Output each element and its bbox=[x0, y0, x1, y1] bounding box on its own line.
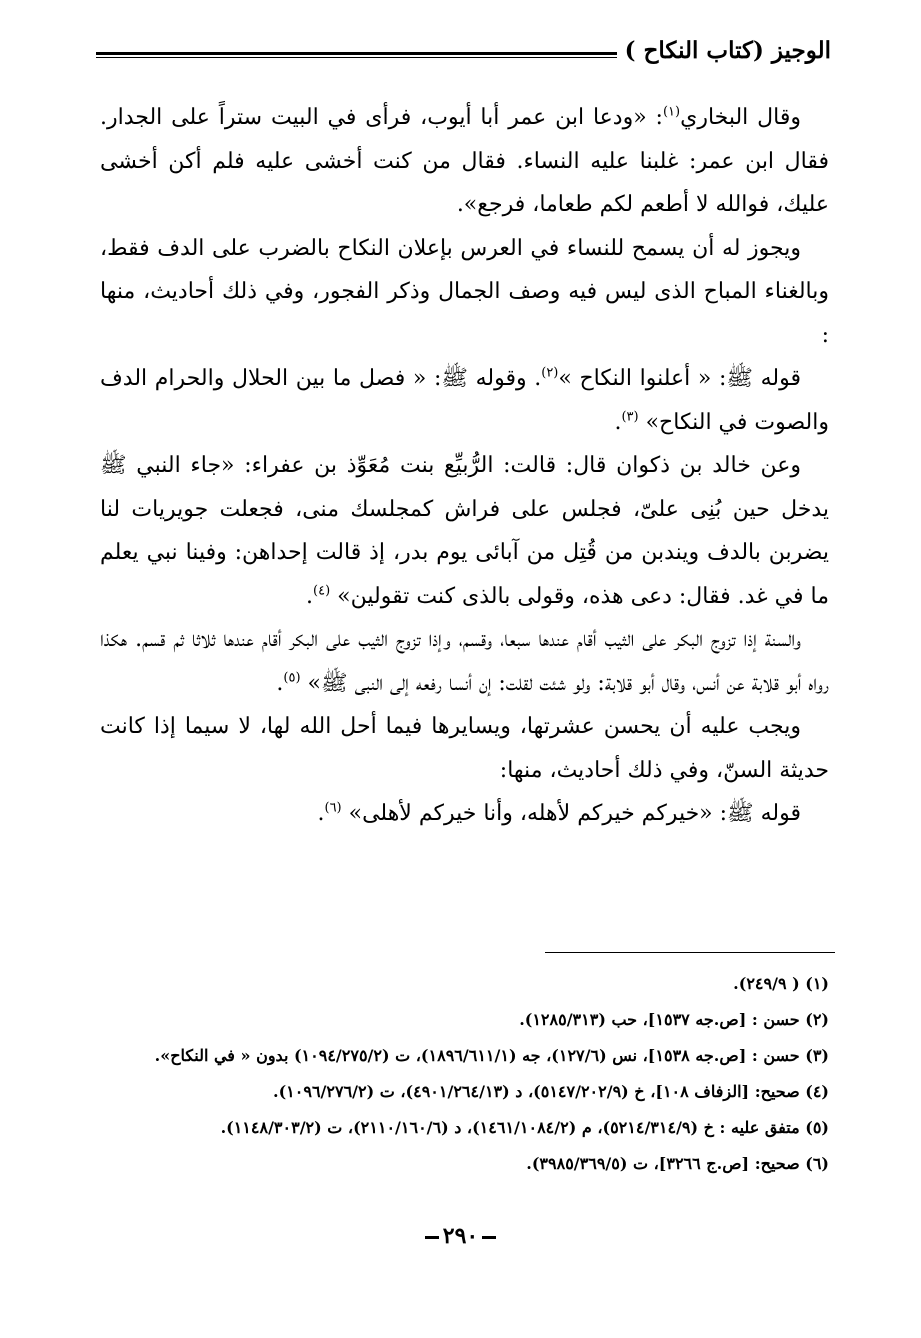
dash-left bbox=[482, 1236, 496, 1239]
footnote-ref: (١) bbox=[662, 104, 681, 120]
paragraph: ويجوز له أن يسمح للنساء في العرس بإعلان النكاح بالضرب على الدف فقط، وبالغناء المباح الذى ليس فيه وصف الجمال وذكر الفجور، وفي ذلك أحاديث، منها : bbox=[100, 235, 829, 348]
footnote-item: (١) ( ٢٤٩/٩). bbox=[733, 974, 829, 993]
footnotes bbox=[100, 966, 829, 1182]
footnote-ref: (٢) bbox=[541, 365, 559, 381]
paragraph: وقال البخاري$^{(١)}$: «ودعا ابن عمر أبا أيوب، فرأى في البيت ستراً على الجدار. فقال ابن عمر: غلبنا عليه النساء. فقال من كنت أخشى عليه فلم أكن أخشى عليك، فوالله لا أطعم لكم طعاما، فرجع». bbox=[100, 104, 829, 217]
footnote-separator bbox=[545, 952, 835, 953]
dash-right bbox=[425, 1236, 439, 1239]
paragraph: قوله ﷺ: «خيركم خيركم لأهله، وأنا خيركم لأهلى» $^{(٦)}$. bbox=[317, 800, 801, 826]
paragraph: وعن خالد بن ذكوان قال: قالت: الرُّبيِّع بنت مُعَوِّذ بن عفراء: «جاء النبي ﷺ يدخل حين بُنِى علىّ، فجلس على فراش كمجلسك منى، فجعلت جويريات لنا يضربن بالدف ويندبن من قُتِل من آبائى يوم بدر، إذ قالت إحداهن: وفينا نبي يعلم ما في غد. فقال: دعى هذه، وقولى بالذى كنت تقولين» $^{(٤)}$. bbox=[100, 453, 829, 609]
footnote-item: (٤) صحيح: [الزفاف ١٠٨]، خ (٥١٤٧/٢٠٢/٩)، د (٤٩٠١/٢٦٤/١٣)، ت (١٠٩٦/٢٧٦/٢). bbox=[273, 1082, 829, 1101]
running-header bbox=[96, 30, 831, 70]
footnote-ref: (٥) bbox=[283, 670, 301, 686]
header-title: الوجيز (كتاب النكاح ) bbox=[624, 36, 831, 64]
footnote-item: (٥) متفق عليه : خ (٥٢١٤/٣١٤/٩)، م (١٤٦١/١٠٨٤/٢)، د (٢١١٠/١٦٠/٦)، ت (١١٤٨/٣٠٣/٢). bbox=[220, 1118, 829, 1137]
footnote-ref: (٣) bbox=[621, 409, 639, 425]
paragraph: ويجب عليه أن يحسن عشرتها، ويسايرها فيما أحل الله لها، لا سيما إذا كانت حديثة السنّ، وفي ذلك أحاديث، منها: bbox=[100, 714, 829, 783]
page-number bbox=[0, 1223, 921, 1249]
paragraph: قوله ﷺ: « أعلنوا النكاح »$^{(٢)}$. وقوله ﷺ: « فصل ما بين الحلال والحرام الدف والصوت في النكاح» $^{(٣)}$. bbox=[100, 365, 829, 435]
paragraph: والسنة إذا تزوج البكر على الثيب أقام عندها سبعا، وقسم، وإذا تزوج الثيب على البكر أقام عندها ثلاثا ثم قسم. هكذا رواه أبو قلابة عن أنس، وقال أبو قلابة: ولو شئت لقلت: إن أنسا رفعه إلى النبى ﷺ» $^{(٥)}$. bbox=[100, 627, 829, 696]
footnote-ref: (٤) bbox=[313, 583, 331, 599]
header-rule bbox=[96, 52, 617, 58]
footnote-item: (٣) حسن : [ص.جه ١٥٣٨]، نس (١٢٧/٦)، جه (١٨٩٦/٦١١/١)، ت (١٠٩٤/٢٧٥/٢) بدون « في النكاح». bbox=[154, 1046, 829, 1065]
page-number-value: ٢٩٠ bbox=[442, 1223, 479, 1249]
main-text bbox=[100, 96, 829, 836]
footnote-item: (٦) صحيح: [ص.ج ٣٢٦٦]، ت (٣٩٨٥/٣٦٩/٥). bbox=[526, 1154, 829, 1173]
footnote-ref: (٦) bbox=[324, 800, 342, 816]
footnote-item: (٢) حسن : [ص.جه ١٥٣٧]، حب (١٢٨٥/٣١٣). bbox=[519, 1010, 829, 1029]
